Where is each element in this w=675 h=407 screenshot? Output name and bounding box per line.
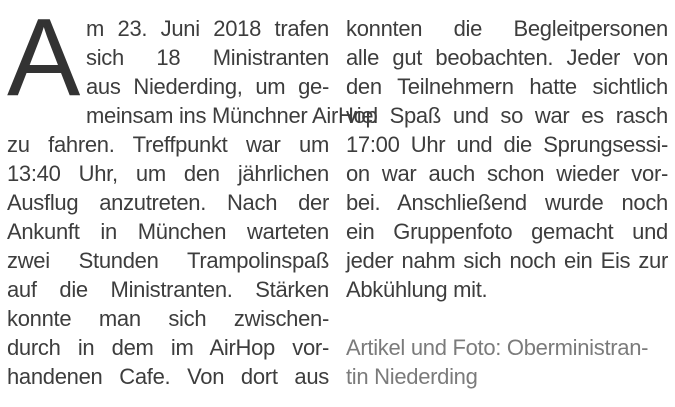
text-line: zwei Stunden Trampolinspaß <box>7 248 329 273</box>
text-line: on war auch schon wieder vor- <box>346 161 668 186</box>
byline <box>346 333 668 391</box>
text-line: auf die Ministranten. Stärken <box>7 277 329 302</box>
text-line: zu fahren. Treffpunkt war um <box>7 132 329 157</box>
text-line: konnten die Begleitpersonen <box>346 16 668 41</box>
article-column-right <box>346 14 668 407</box>
byline-line: tin Niederding <box>346 364 478 389</box>
article-column-left <box>7 14 378 407</box>
text-line: Abkühlung mit. <box>346 277 488 302</box>
text-line: ein Gruppenfoto gemacht und <box>346 219 668 244</box>
text-line: bei. Anschließend wurde noch <box>346 190 668 215</box>
text-line: 17:00 Uhr und die Sprungsessi- <box>346 132 668 157</box>
text-line: Ankunft in München warteten <box>7 219 329 244</box>
text-line: den Teilnehmern hatte sichtlich <box>346 74 668 99</box>
drop-cap: A <box>7 15 80 102</box>
text-line: konnte man sich zwischen- <box>7 306 329 331</box>
text-line: sich 18 Ministranten <box>86 45 329 70</box>
text-line: Ausflug anzutreten. Nach der <box>7 190 329 215</box>
byline-line: Artikel und Foto: Oberministran- <box>346 335 649 360</box>
text-line: viel Spaß und so war es rasch <box>346 103 668 128</box>
text-line: jeder nahm sich noch ein Eis zur <box>346 248 668 273</box>
text-line: 13:40 Uhr, um den jährlichen <box>7 161 329 186</box>
text-line: handenen Cafe. Von dort aus <box>7 364 329 389</box>
text-line: alle gut beobachten. Jeder von <box>346 45 668 70</box>
text-line: m 23. Juni 2018 trafen <box>86 16 329 41</box>
text-line: aus Niederding, um ge- <box>86 74 329 99</box>
text-line: durch in dem im AirHop vor- <box>7 335 329 360</box>
text-line: meinsam ins Münchner AirHop <box>86 103 378 128</box>
